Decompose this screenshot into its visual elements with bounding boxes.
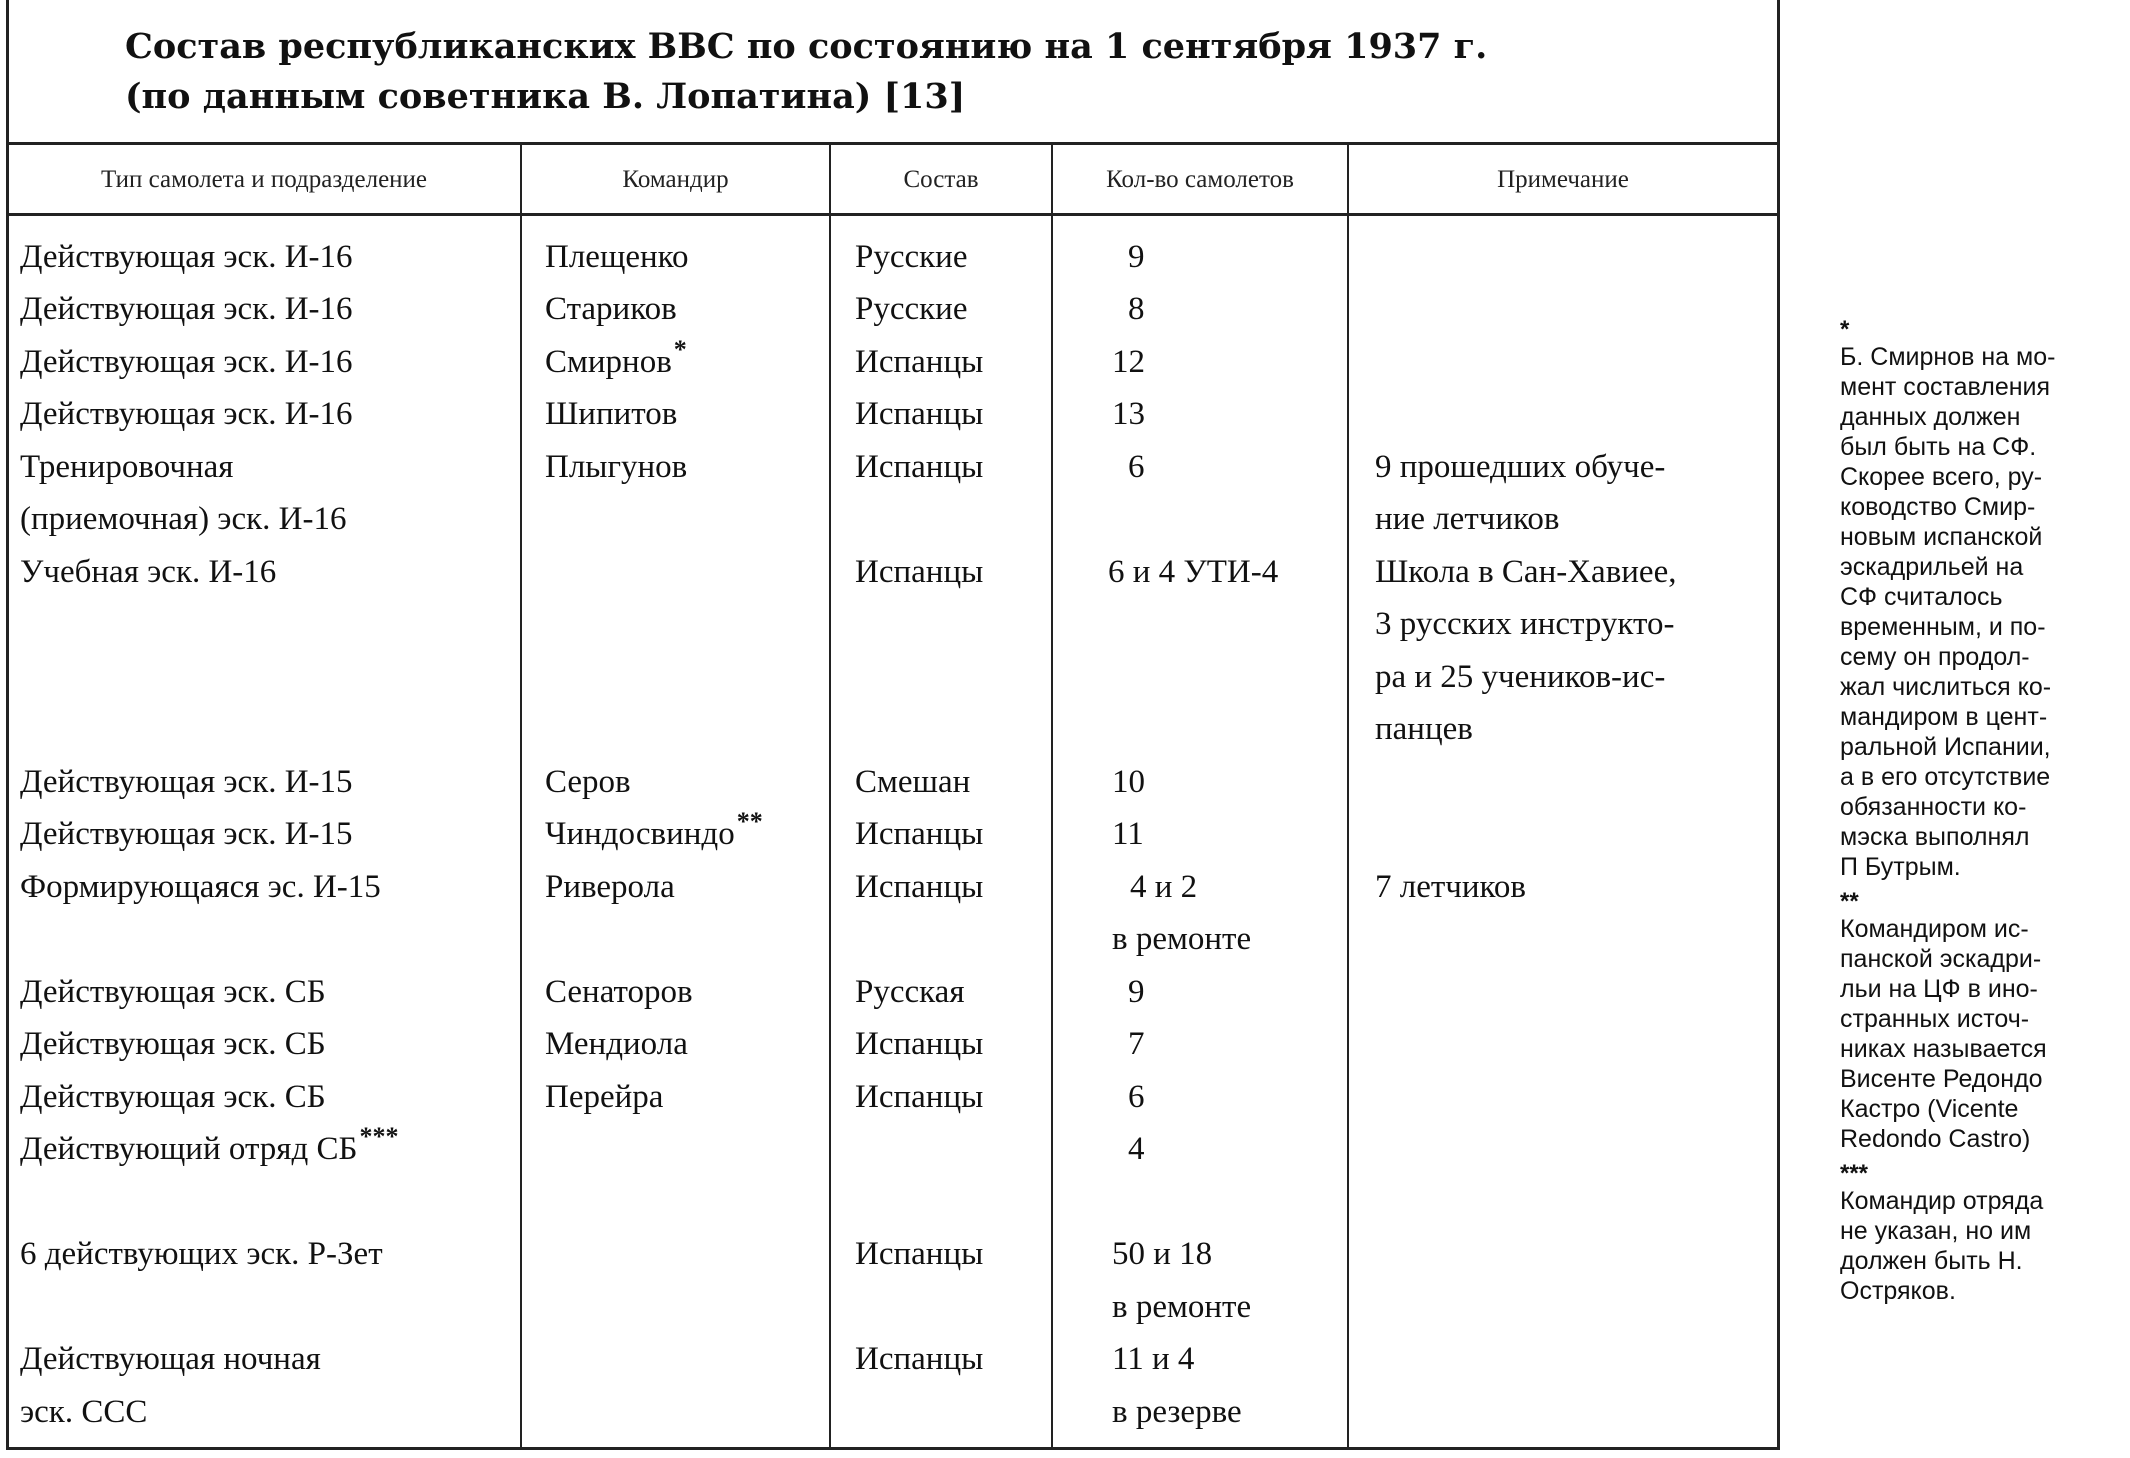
table-row-crew: Русская — [855, 974, 965, 1010]
header-crew: Состав — [903, 166, 979, 193]
footnote-text — [1840, 342, 2128, 882]
table-row-count: в ремонте — [1112, 1289, 1252, 1325]
unit-name: Действующий отряд СБ — [20, 1131, 358, 1167]
table-row-count: 4 и 2 — [1130, 869, 1198, 905]
table-row-unit: Действующая эск. И-16 — [20, 344, 353, 380]
footnote-line: жал числиться ко- — [1840, 673, 2052, 701]
table-row-commander — [545, 336, 687, 390]
footnote-line: льи на ЦФ в ино- — [1840, 975, 2038, 1003]
footnote-line: не указан, но им — [1840, 1217, 2032, 1245]
title-line-1: Состав республиканских ВВС по состоянию на 1 сентября 1937 г. — [125, 26, 1488, 67]
table-row-count: 11 — [1112, 816, 1144, 852]
table-row-unit: Действующая эск. И-16 — [20, 239, 353, 275]
header-aircraft-count: Кол-во самолетов — [1106, 166, 1294, 193]
footnote-mark: * — [1840, 316, 1850, 343]
table-row-commander: Перейра — [545, 1079, 664, 1115]
table-row-unit: 6 действующих эск. Р-Зет — [20, 1236, 383, 1272]
table-row-count: 4 — [1128, 1131, 1145, 1167]
table-row-commander: Стариков — [545, 291, 677, 327]
footnotes-column — [1840, 318, 2128, 1314]
footnote-text — [1840, 914, 2128, 1154]
footnote-mark: ** — [736, 807, 763, 836]
table-row-crew: Испанцы — [855, 554, 984, 590]
table-row-commander: Риверола — [545, 869, 675, 905]
table-row-commander: Серов — [545, 764, 631, 800]
title-line-2: (по данным советника В. Лопатина) [13] — [125, 76, 966, 117]
table-row-unit: Учебная эск. И-16 — [20, 554, 277, 590]
footnote-line: Б. Смирнов на мо- — [1840, 343, 2056, 371]
footnote-line: ководство Смир- — [1840, 493, 2036, 521]
table-title — [125, 22, 1487, 122]
header-remarks: Примечание — [1497, 166, 1629, 193]
table-row-unit: Действующая эск. И-15 — [20, 764, 353, 800]
table-row-crew: Испанцы — [855, 449, 984, 485]
footnote-mark: * — [673, 335, 687, 364]
footnote-line: П Бутрым. — [1840, 853, 1961, 881]
footnote-mark: *** — [359, 1122, 399, 1151]
footnote-line: данных должен — [1840, 403, 2021, 431]
header-unit-type: Тип самолета и подразделение — [100, 166, 428, 193]
table-row-unit: Действующая ночная — [20, 1341, 321, 1377]
table-row-count: 10 — [1112, 764, 1145, 800]
column-divider — [829, 142, 831, 1448]
footnote-line: Командир отряда — [1840, 1187, 2044, 1215]
column-divider — [1051, 142, 1053, 1448]
table-row-commander — [545, 808, 763, 862]
table-row-crew: Испанцы — [855, 1026, 984, 1062]
table-row-note: 3 русских инструкто- — [1375, 606, 1675, 642]
table-row-unit: эск. ССС — [20, 1394, 148, 1430]
table-row-crew: Испанцы — [855, 1079, 984, 1115]
table-row-count: 9 — [1128, 239, 1145, 275]
table-row-count: 7 — [1128, 1026, 1145, 1062]
header-commander: Командир — [622, 166, 729, 193]
footnote-line: обязанности ко- — [1840, 793, 2027, 821]
footnote-line: Висенте Редондо — [1840, 1065, 2043, 1093]
table-row-note: 9 прошедших обуче- — [1375, 449, 1666, 485]
footnote-mark: ** — [1840, 888, 1859, 915]
table-row-crew: Русские — [855, 239, 968, 275]
table-row-count: 8 — [1128, 291, 1145, 327]
table-row-count: 12 — [1112, 344, 1145, 380]
table-row-unit: Действующая эск. СБ — [20, 974, 326, 1010]
table-row-unit: Тренировочная — [20, 449, 234, 485]
table-row-crew: Испанцы — [855, 396, 984, 432]
table-row-note: Школа в Сан-Хавиее, — [1375, 554, 1677, 590]
footnote-line: мэска выполнял — [1840, 823, 2030, 851]
table-row-unit: Действующая эск. СБ — [20, 1026, 326, 1062]
table-row-commander: Сенаторов — [545, 974, 693, 1010]
column-divider — [1347, 142, 1349, 1448]
table-row-crew: Испанцы — [855, 344, 984, 380]
footnote-line: Остряков. — [1840, 1277, 1956, 1305]
table-row-count: 11 и 4 — [1112, 1341, 1195, 1377]
table-row-unit: (приемочная) эск. И-16 — [20, 501, 347, 537]
table-row-count: 6 — [1128, 1079, 1145, 1115]
table-row-crew: Испанцы — [855, 816, 984, 852]
table-row-note: ние летчиков — [1375, 501, 1560, 537]
table-row-note: ра и 25 учеников-ис- — [1375, 659, 1666, 695]
footnote-line: СФ считалось — [1840, 583, 2003, 611]
commander-name: Чиндосвиндо — [545, 816, 735, 852]
footnote-mark: *** — [1840, 1160, 1869, 1187]
table-row-commander: Плещенко — [545, 239, 689, 275]
table-row-count: 6 и 4 УТИ-4 — [1108, 554, 1279, 590]
column-divider — [520, 142, 522, 1448]
footnote-line: панской эскадри- — [1840, 945, 2042, 973]
table-row-count: 6 — [1128, 449, 1145, 485]
commander-name: Смирнов — [545, 344, 672, 380]
table-row-unit: Формирующаяся эс. И-15 — [20, 869, 381, 905]
footnote-text — [1840, 1186, 2128, 1306]
table-row-unit: Действующая эск. И-16 — [20, 396, 353, 432]
footnote-line: Redondo Castro) — [1840, 1125, 2031, 1153]
footnote-line: должен быть Н. — [1840, 1247, 2023, 1275]
footnote-line: Командиром ис- — [1840, 915, 2029, 943]
table-row-note: 7 летчиков — [1375, 869, 1526, 905]
table-row-count: в ремонте — [1112, 921, 1252, 957]
table-row-commander: Шипитов — [545, 396, 678, 432]
table-row-unit: Действующая эск. И-16 — [20, 291, 353, 327]
footnote-line: странных источ- — [1840, 1005, 2030, 1033]
footnote-line: Кастро (Vicente — [1840, 1095, 2019, 1123]
table-row-count: 50 и 18 — [1112, 1236, 1213, 1272]
footnote-line: был быть на СФ. — [1840, 433, 2037, 461]
table-row-crew: Испанцы — [855, 1341, 984, 1377]
table-row-count: 9 — [1128, 974, 1145, 1010]
table-row-count: в резерве — [1112, 1394, 1242, 1430]
table-row-commander: Плыгунов — [545, 449, 688, 485]
table-row-count: 13 — [1112, 396, 1145, 432]
table-row-crew: Русские — [855, 291, 968, 327]
footnote-line: эскадрильей на — [1840, 553, 2024, 581]
footnote-line: мент составления — [1840, 373, 2051, 401]
table-row-note: панцев — [1375, 711, 1473, 747]
table-row-commander: Мендиола — [545, 1026, 688, 1062]
footnote-line: временным, и по- — [1840, 613, 2046, 641]
footnote-line: никах называется — [1840, 1035, 2047, 1063]
table-row-unit: Действующая эск. СБ — [20, 1079, 326, 1115]
footnote-line: мандиром в цент- — [1840, 703, 2048, 731]
table-row-unit: Действующая эск. И-15 — [20, 816, 353, 852]
table-row-crew: Испанцы — [855, 1236, 984, 1272]
table-row-crew: Смешан — [855, 764, 971, 800]
footnote-line: Скорее всего, ру- — [1840, 463, 2043, 491]
footnote-line: новым испанской — [1840, 523, 2043, 551]
footnote-line: сему он продол- — [1840, 643, 2030, 671]
table-row-crew: Испанцы — [855, 869, 984, 905]
footnote-line: ральной Испании, — [1840, 733, 2051, 761]
footnote-line: а в его отсутствие — [1840, 763, 2051, 791]
table-row-unit — [20, 1123, 398, 1177]
